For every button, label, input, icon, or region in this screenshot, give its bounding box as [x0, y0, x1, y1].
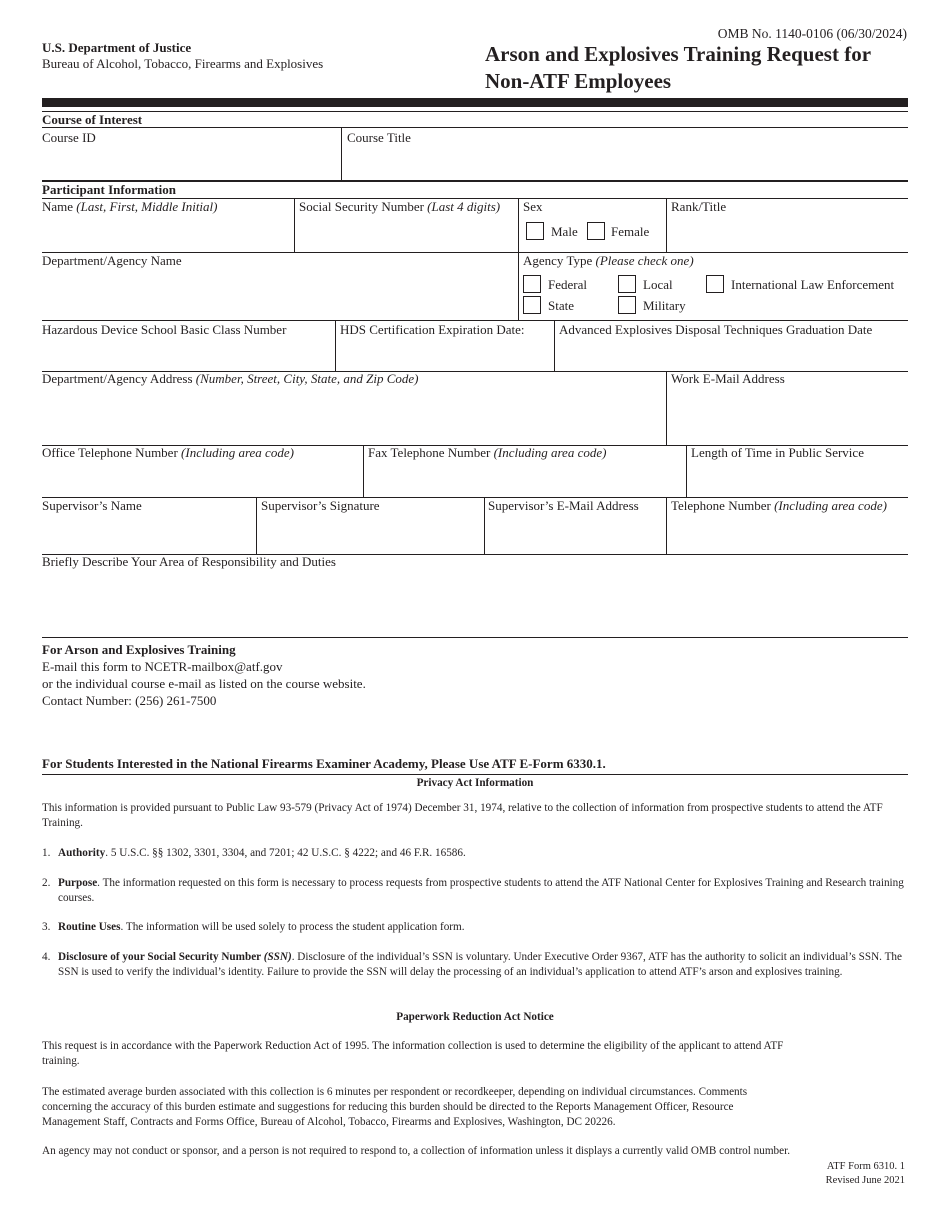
rule: [666, 497, 667, 554]
rule: [42, 637, 908, 638]
rule: [666, 371, 667, 445]
local-label: Local: [643, 277, 673, 292]
form-title-line2: Non-ATF Employees: [485, 69, 672, 93]
supervisor-phone-field[interactable]: [671, 515, 907, 552]
supervisor-name-field[interactable]: [42, 515, 252, 552]
female-label: Female: [611, 224, 650, 239]
department-agency-name-field[interactable]: [42, 270, 514, 318]
bureau-name: Bureau of Alcohol, Tobacco, Firearms and Explosives: [42, 56, 324, 71]
privacy-item-4: 4. Disclosure of your Social Security Number (SSN). Disclosure of the individual’s SSN is voluntary. Under Executive Order 9367, ATF has the authority to solicit an individual’s SSN. The SSN is used to verify the individual’s identity. Failure to provide the SSN will delay the processing of an individual’s application to attend ATF’s arson and explosives training.: [42, 951, 902, 978]
aedt-graduation-label: Advanced Explosives Disposal Techniques Graduation Date: [559, 322, 873, 337]
rule: [42, 774, 908, 775]
paperwork-heading: Paperwork Reduction Act Notice: [396, 1011, 554, 1023]
male-checkbox[interactable]: [526, 222, 544, 240]
hds-class-number-field[interactable]: [42, 339, 332, 369]
rule: [666, 198, 667, 252]
supervisor-phone-label: Telephone Number (Including area code): [671, 498, 887, 513]
department-agency-name-label: Department/Agency Name: [42, 253, 182, 268]
hds-expiration-field[interactable]: [340, 339, 550, 369]
rule: [42, 127, 908, 128]
work-email-field[interactable]: [671, 388, 907, 443]
ssn-label: Social Security Number (Last 4 digits): [299, 199, 501, 214]
public-service-length-label: Length of Time in Public Service: [691, 445, 864, 460]
paperwork-p2: The estimated average burden associated with this collection is 6 minutes per respondent or recordkeeper, depending on individual circumstances. Comments concerning the accuracy of this burden estimate and suggestions for reducing this burden should be directed to the Reports Management Officer, Resource Management Staff, Contracts and Forms Office, Bureau of Alcohol, Tobacco, Firearms and Explosives, Washington, DC 20226.: [42, 1086, 748, 1128]
rank-title-field[interactable]: [671, 215, 907, 250]
military-label: Military: [643, 298, 686, 313]
duties-field[interactable]: [42, 572, 908, 634]
federal-checkbox[interactable]: [523, 275, 541, 293]
hds-class-number-label: Hazardous Device School Basic Class Number: [42, 322, 287, 337]
military-checkbox[interactable]: [618, 296, 636, 314]
aedt-graduation-field[interactable]: [559, 339, 907, 369]
course-title-label: Course Title: [347, 130, 411, 145]
rule: [518, 252, 519, 320]
nfea-notice: For Students Interested in the National Firearms Examiner Academy, Please Use ATF E-Form 6330.1.: [42, 756, 606, 771]
course-title-field[interactable]: [347, 147, 905, 179]
sex-label: Sex: [523, 199, 543, 214]
participant-section-heading: Participant Information: [42, 182, 176, 197]
name-label: Name (Last, First, Middle Initial): [42, 199, 218, 214]
local-checkbox[interactable]: [618, 275, 636, 293]
course-id-field[interactable]: [42, 147, 338, 179]
supervisor-signature-label: Supervisor’s Signature: [261, 498, 380, 513]
agency-address-field[interactable]: [42, 388, 662, 443]
fax-phone-label: Fax Telephone Number (Including area code): [368, 445, 607, 460]
header-thick-rule: [42, 98, 908, 107]
rule: [335, 320, 336, 371]
fax-phone-field[interactable]: [368, 462, 682, 495]
rule: [554, 320, 555, 371]
course-section-heading: Course of Interest: [42, 112, 143, 127]
public-service-length-field[interactable]: [691, 462, 907, 495]
contact-phone-line: Contact Number: (256) 261-7500: [42, 693, 217, 708]
supervisor-signature-field[interactable]: [261, 515, 481, 552]
international-law-enforcement-checkbox[interactable]: [706, 275, 724, 293]
form-number: ATF Form 6310. 1: [826, 1161, 905, 1172]
rule: [686, 445, 687, 497]
rule: [256, 497, 257, 554]
form-title-line1: Arson and Explosives Training Request for: [485, 42, 872, 66]
agency-address-label: Department/Agency Address (Number, Street, City, State, and Zip Code): [42, 371, 419, 386]
work-email-label: Work E-Mail Address: [671, 371, 785, 386]
supervisor-name-label: Supervisor’s Name: [42, 498, 142, 513]
rule: [363, 445, 364, 497]
name-field[interactable]: [42, 215, 292, 250]
rule: [294, 198, 295, 252]
contact-website-line: or the individual course e-mail as listed on the course website.: [42, 676, 366, 691]
agency-type-label: Agency Type (Please check one): [523, 253, 694, 268]
international-law-enforcement-label: International Law Enforcement: [731, 277, 895, 292]
supervisor-email-field[interactable]: [488, 515, 663, 552]
ssn-field[interactable]: [299, 215, 514, 250]
duties-label: Briefly Describe Your Area of Responsibility and Duties: [42, 554, 336, 569]
hds-expiration-label: HDS Certification Expiration Date:: [340, 322, 525, 337]
rule: [484, 497, 485, 554]
course-id-label: Course ID: [42, 130, 96, 145]
rule: [42, 320, 908, 321]
office-phone-field[interactable]: [42, 462, 360, 495]
department-name: U.S. Department of Justice: [42, 40, 192, 55]
rule: [518, 198, 519, 252]
federal-label: Federal: [548, 277, 587, 292]
omb-number: OMB No. 1140-0106 (06/30/2024): [717, 26, 907, 41]
supervisor-email-label: Supervisor’s E-Mail Address: [488, 498, 639, 513]
contact-email-line: E-mail this form to NCETR-mailbox@atf.gov: [42, 659, 283, 674]
privacy-item-2: 2. Purpose. The information requested on this form is necessary to process requests from prospective students to attend the ATF National Center for Explosives Training and Research training courses.: [42, 877, 904, 904]
rule: [341, 127, 342, 181]
privacy-item-1: 1. Authority. 5 U.S.C. §§ 1302, 3301, 3304, and 7201; 42 U.S.C. § 4222; and 46 F.R. 16586.: [42, 847, 466, 859]
form-revision: Revised June 2021: [825, 1175, 905, 1186]
course-section-top-rule: [42, 111, 908, 112]
privacy-heading: Privacy Act Information: [416, 777, 534, 789]
contact-heading: For Arson and Explosives Training: [42, 642, 236, 657]
female-checkbox[interactable]: [587, 222, 605, 240]
rank-title-label: Rank/Title: [671, 199, 727, 214]
office-phone-label: Office Telephone Number (Including area code): [42, 445, 294, 460]
state-label: State: [548, 298, 574, 313]
male-label: Male: [551, 224, 578, 239]
state-checkbox[interactable]: [523, 296, 541, 314]
privacy-item-3: 3. Routine Uses. The information will be used solely to process the student application form.: [42, 921, 465, 933]
paperwork-p1: This request is in accordance with the Paperwork Reduction Act of 1995. The information collection is used to determine the eligibility of the applicant to attend ATF training.: [42, 1040, 784, 1067]
paperwork-p3: An agency may not conduct or sponsor, and a person is not required to respond to, a collection of information unless it displays a currently valid OMB control number.: [42, 1145, 791, 1157]
privacy-intro: This information is provided pursuant to Public Law 93-579 (Privacy Act of 1974) December 31, 1974, relative to the collection of information from prospective students to attend the ATF Training.: [42, 802, 883, 829]
